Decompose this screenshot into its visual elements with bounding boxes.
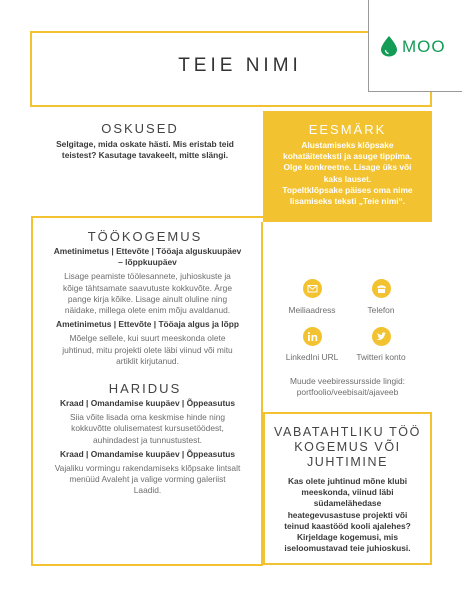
goal-box [263, 111, 432, 222]
education-description-line: kokkuvõtte olulisematest kursusetöödest, [71, 423, 224, 434]
volunteer-line: teinud kaastööd kooli ajalehes? [284, 520, 411, 531]
job-description-line: pange kirja kõike. Lisage ainult oluline ning [67, 293, 228, 304]
education-description-line: Laadid. [133, 485, 162, 496]
goal-line: Alustamiseks klõpsake [301, 140, 394, 150]
education-heading: HARIDUS [108, 381, 182, 396]
job-description-line: artiklit kirjutanud. [116, 355, 179, 366]
twitter-label: Twitteri konto [356, 352, 406, 362]
volunteer-line: heategevusastuse projekti või [287, 509, 408, 520]
page-title: TEIE NIMI [178, 55, 302, 76]
volunteer-line: südamelähedase [313, 498, 382, 509]
linkedin-label: LinkedIni URL [285, 352, 339, 362]
twitter-icon [372, 327, 391, 346]
email-label: Meiliaadress [288, 305, 336, 315]
volunteer-text [265, 476, 430, 554]
linkedin-icon [303, 327, 322, 346]
education-description-line: auhindadest ja tunnustustest. [93, 434, 202, 445]
job-description-line: Mõelge sellele, kui suurt meeskonda olete [69, 333, 226, 344]
goal-text [263, 140, 432, 207]
degree-line: Kraad | Omandamise kuupäev | Õppeasutus [59, 398, 236, 408]
job-description-line: kõige tähtsamate saavutuste kokkuvõte. Ärge [63, 282, 232, 293]
skills-line: Selgitage, mida oskate hästi. Mis eristab teid [56, 139, 234, 149]
skills-text [40, 139, 250, 161]
phone-label: Telefon [367, 305, 395, 315]
volunteer-heading-line: VABATAHTLIKU TÖÖ [274, 425, 421, 439]
moo-logo-text: MOO [402, 37, 446, 56]
web-links [263, 376, 432, 398]
phone-icon [372, 279, 391, 298]
education-description-line: menüüd Avaleht ja valige vorming galeriist [69, 474, 226, 485]
goal-line: lisamiseks teksti „Teie nimi“. [289, 196, 406, 207]
skills-heading: OSKUSED [101, 121, 179, 136]
goal-line: Olge konkreetne. Lisage üks või [283, 162, 412, 173]
job-title-line: Ametinimetus | Ettevõte | Tööaja algus ja lõpp [56, 319, 239, 330]
goal-line: kohatäiteteksti ja asuge tippima. [283, 151, 412, 162]
goal-line: kaks lauset. [323, 173, 372, 184]
logo-box [368, 0, 462, 92]
volunteer-line: Kirjeldage kogemusi, mis [297, 532, 398, 543]
volunteer-heading-line: KOGEMUS VÕI [294, 440, 401, 454]
volunteer-line: Kas olete juhtinud mõne klubi [287, 476, 408, 486]
goal-heading: EESMÄRK [308, 122, 387, 137]
volunteer-line: iseloomustavad teie juhioskusi. [284, 543, 411, 554]
volunteer-box [263, 412, 432, 565]
job-title-line: – lõppkuupäev [118, 257, 177, 268]
volunteer-heading-line: JUHTIMINE [306, 455, 389, 469]
degree-line: Kraad | Omandamise kuupäev | Õppeasutus [59, 448, 236, 459]
volunteer-line: meeskonda, viinud läbi [301, 487, 394, 498]
web-links-line: portfoolio/veebisait/ajaveeb [296, 387, 399, 398]
job-description-line: juhtinud, mitu projekti olete läbi viinud või mitu [62, 344, 233, 355]
job-description-line: Lisage peamiste töölesannete, juhioskuste ja [64, 271, 231, 282]
web-links-line: Muude veebiressursside lingid: [290, 376, 405, 386]
education-section [40, 398, 255, 497]
education-description-line: Vajaliku vormingu rakendamiseks klõpsake lintsalt [54, 463, 241, 474]
experience-heading: TÖÖKOGEMUS [87, 229, 203, 244]
education-description-line: Siia võite lisada oma keskmise hinde ning [69, 412, 226, 423]
experience-section [40, 246, 255, 367]
skills-line: teistest? Kasutage tavakeelt, mitte slängi. [61, 150, 229, 161]
email-icon [303, 279, 322, 298]
goal-line: Topeltklõpsake päises oma nime [282, 184, 413, 195]
moo-drop-icon [380, 35, 398, 57]
job-title-line: Ametinimetus | Ettevõte | Tööaja alguskuupäev [53, 246, 242, 256]
volunteer-heading [265, 425, 430, 470]
job-description-line: näidake, millega olete enim mõju avaldanud. [64, 305, 231, 316]
